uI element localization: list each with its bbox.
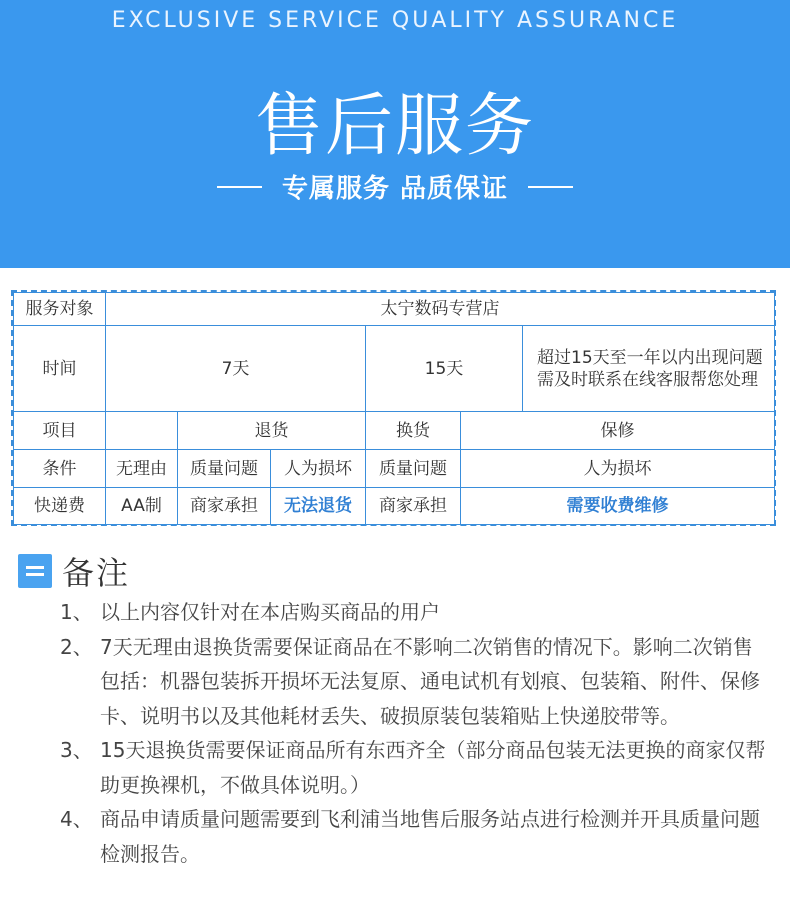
item-label: 项目	[14, 412, 106, 450]
note-number: 2、	[60, 634, 93, 659]
table-row-fee	[14, 488, 775, 525]
fee-paid-repair: 需要收费维修	[461, 488, 775, 525]
table-row-condition	[14, 450, 775, 488]
condition-human-repair: 人为损坏	[461, 450, 775, 488]
notes-title: 备注	[62, 554, 131, 592]
fee-merchant-exchange: 商家承担	[366, 488, 461, 525]
fee-aa: AA制	[106, 488, 178, 525]
time-15-days: 15天	[366, 326, 523, 412]
table-row-service	[14, 293, 775, 326]
condition-label: 条件	[14, 450, 106, 488]
note-text: 7天无理由退换货需要保证商品在不影响二次销售的情况下。影响二次销售包括：机器包装拆开损坏无法复原、通电试机有划痕、包装箱、附件、保修卡、说明书以及其他耗材丢失、破损原装包装箱贴上快递胶带等。	[100, 634, 760, 728]
table-row-item	[14, 412, 775, 450]
list-item	[60, 630, 770, 734]
fee-no-return: 无法退货	[271, 488, 366, 525]
fee-merchant-return: 商家承担	[178, 488, 271, 525]
note-text: 15天退换货需要保证商品所有东西齐全（部分商品包装无法更换的商家仅帮助更换裸机，不做具体说明。）	[100, 738, 766, 797]
note-number: 4、	[60, 807, 93, 831]
condition-quality-exchange: 质量问题	[366, 450, 461, 488]
list-item	[60, 733, 770, 802]
service-value: 太宁数码专营店	[106, 293, 775, 326]
service-label: 服务对象	[14, 293, 106, 326]
item-return: 退货	[178, 412, 366, 450]
condition-human-return: 人为损坏	[271, 450, 366, 488]
fee-label: 快递费	[14, 488, 106, 525]
notes-icon	[18, 554, 52, 588]
page-title: 售后服务	[254, 87, 535, 166]
subtitle-left-line	[217, 186, 262, 188]
item-repair: 保修	[461, 412, 775, 450]
banner-subtitle-row	[0, 168, 790, 205]
time-7-days: 7天	[106, 326, 366, 412]
condition-no-reason: 无理由	[106, 450, 178, 488]
note-number: 3、	[60, 738, 93, 762]
banner	[0, 0, 790, 268]
list-item	[60, 802, 770, 871]
table-row-time	[14, 326, 775, 412]
note-number: 1、	[60, 600, 93, 624]
condition-quality-return: 质量问题	[178, 450, 271, 488]
banner-english-title: EXCLUSIVE SERVICE QUALITY ASSURANCE	[111, 8, 679, 33]
note-text: 商品申请质量问题需要到飞利浦当地售后服务站点进行检测并开具质量问题检测报告。	[100, 807, 760, 866]
time-label: 时间	[14, 326, 106, 412]
notes-header	[18, 548, 130, 594]
service-table	[13, 292, 775, 525]
subtitle-right-line	[528, 186, 573, 188]
item-exchange: 换货	[366, 412, 461, 450]
time-over-15-days: 超过15天至一年以内出现问题需及时联系在线客服帮您处理	[523, 326, 775, 412]
banner-subtitle: 专属服务 品质保证	[281, 174, 509, 204]
list-item	[60, 595, 770, 630]
item-empty	[106, 412, 178, 450]
note-text: 以上内容仅针对在本店购买商品的用户	[100, 600, 440, 624]
notes-list	[60, 595, 770, 871]
